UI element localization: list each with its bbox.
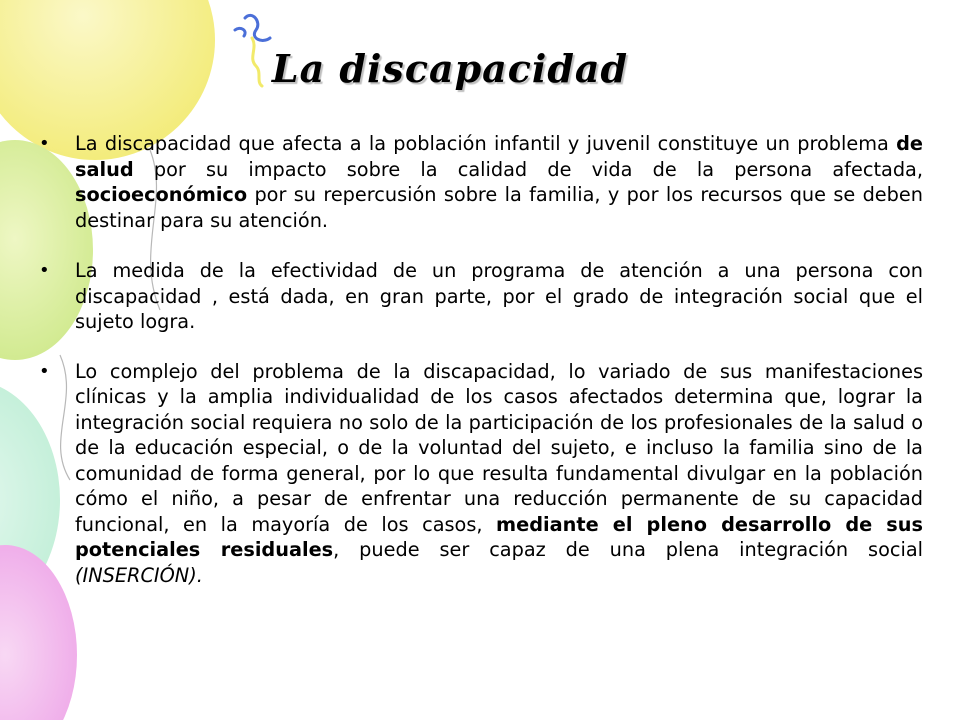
bullet-text: Lo complejo del problema de la discapacidad, lo variado de sus manifestaciones clínicas y la amplia individualidad de los casos afectados determina que, lograr la integración social requiera no solo de la participación de los profesionales de la salud o de la educación especial, o de la voluntad del sujeto, e incluso la familia sino de la comunidad de forma general, por lo que resulta fundamental divulgar en la población cómo el niño, a pesar de enfrentar una reducción permanente de su capacidad funcional, en la mayoría de los casos,	[75, 359, 923, 536]
bold-text: de salud	[75, 132, 923, 181]
page-title: La discapacidad	[271, 46, 629, 91]
bullet-text: La medida de la efectividad de un programa de atención a una persona con discapacidad , está dada, en gran parte, por el grado de integración social que el sujeto logra.	[75, 259, 923, 333]
bullet-text: La discapacidad que afecta a la población infantil y juvenil constituye un problema	[75, 132, 897, 155]
italic-text: (INSERCIÓN).	[75, 563, 203, 587]
bold-text: socioeconómico	[75, 183, 248, 206]
bullet-text: , puede ser capaz de una plena integración social	[333, 538, 924, 561]
bullet-item	[38, 131, 923, 233]
bullet-list	[38, 131, 923, 613]
bullet-text: por su repercusión sobre la familia, y por los recursos que se deben destinar para su atención.	[75, 183, 923, 232]
bullet-text: por su impacto sobre la calidad de vida de la persona afectada,	[133, 157, 923, 181]
bullet-item	[38, 359, 923, 589]
bullet-item	[38, 258, 923, 335]
bold-text: mediante el pleno desarrollo de sus potenciales residuales	[75, 512, 923, 561]
